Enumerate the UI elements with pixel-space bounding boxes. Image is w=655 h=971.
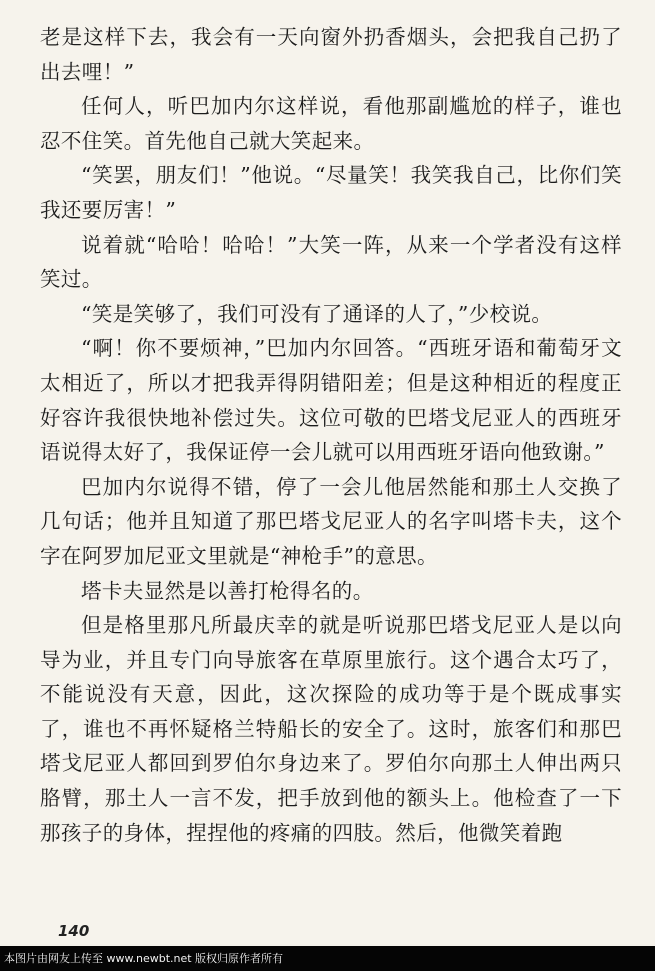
watermark-footer: 本图片由网友上传至 www.newbt.net 版权归原作者所有: [0, 946, 655, 971]
body-text: [40, 20, 622, 850]
paragraph-8: 塔卡夫显然是以善打枪得名的。: [81, 578, 374, 603]
paragraph-7: 巴加内尔说得不错，停了一会儿他居然能和那土人交换了几句话；他并且知道了那巴塔戈尼亚人的名字叫塔卡夫，这个字在阿罗加尼亚文里就是“神枪手”的意思。: [40, 474, 622, 568]
paragraph-4: 说着就“哈哈！哈哈！”大笑一阵，从来一个学者没有这样笑过。: [40, 232, 622, 292]
paragraph-9: 但是格里那凡所最庆幸的就是听说那巴塔戈尼亚人是以向导为业，并且专门向导旅客在草原里旅行。这个遇合太巧了，不能说没有天意，因此，这次探险的成功等于是个既成事实了，谁也不再怀疑格兰特船长的安全了。这时，旅客们和那巴塔戈尼亚人都回到罗伯尔身边来了。罗伯尔向那土人伸出两只胳臂，那土人一言不发，把手放到他的额头上。他检查了一下那孩子的身体，捏捏他的疼痛的四肢。然后，他微笑着跑: [40, 613, 622, 845]
paragraph-1: 老是这样下去，我会有一天向窗外扔香烟头，会把我自己扔了出去哩！”: [40, 25, 622, 84]
page-number: 140: [58, 922, 90, 940]
paragraph-5: “笑是笑够了，我们可没有了通译的人了，”少校说。: [81, 301, 553, 326]
paragraph-2: 任何人，听巴加内尔这样说，看他那副尴尬的样子，谁也忍不住笑。首先他自己就大笑起来。: [40, 94, 622, 153]
paragraph-3: “笑罢，朋友们！”他说。“尽量笑！我笑我自己，比你们笑我还要厉害！”: [40, 163, 622, 222]
paragraph-6: “啊！你不要烦神，”巴加内尔回答。“西班牙语和葡萄牙文太相近了，所以才把我弄得阴错阳差；但是这种相近的程度正好容许我很快地补偿过失。这位可敬的巴塔戈尼亚人的西班牙语说得太好了，我保证停一会儿就可以用西班牙语向他致谢。”: [40, 336, 622, 465]
